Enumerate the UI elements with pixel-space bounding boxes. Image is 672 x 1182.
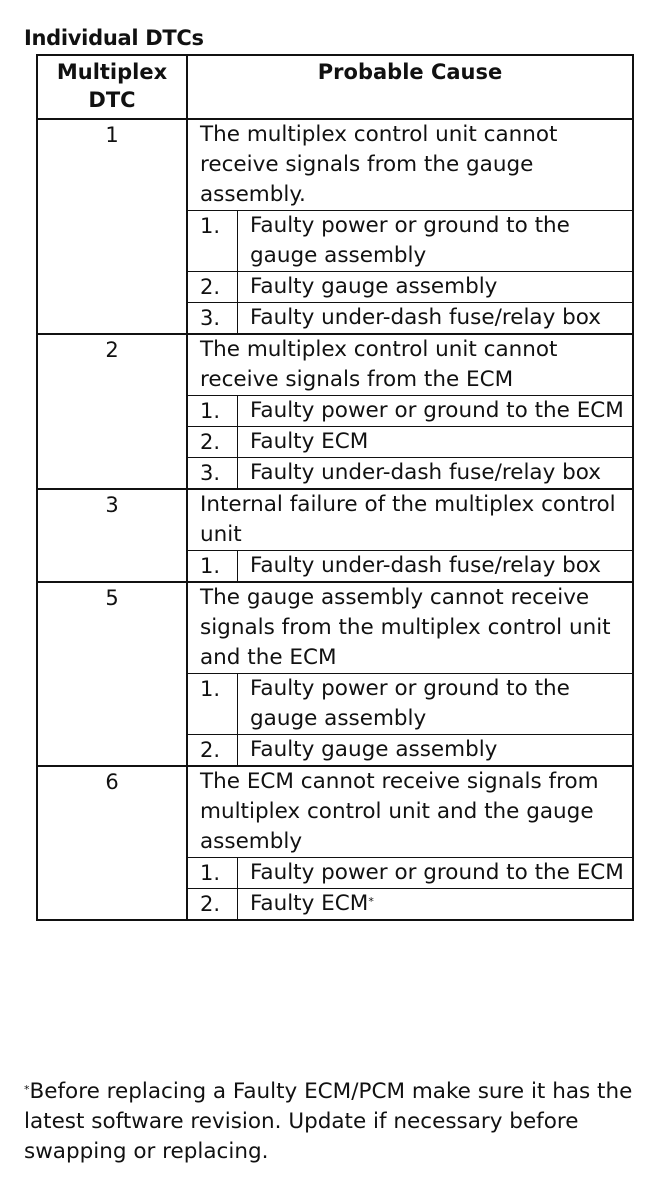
- cause-item: [188, 427, 632, 458]
- cause-item: [188, 551, 632, 581]
- cause-item-number: 3.: [188, 458, 238, 488]
- cause-item-label: Faulty ECM: [250, 891, 369, 916]
- table-body: [38, 120, 632, 919]
- cause-item-label: Faulty power or ground to the ECM: [250, 398, 624, 423]
- cause-item: [188, 735, 632, 765]
- cause-item-number: 1.: [188, 674, 238, 734]
- cause-item-label: Faulty under-dash fuse/relay box: [250, 305, 602, 330]
- cause-description: The gauge assembly cannot receive signals from the multiplex control unit and the ECM: [188, 583, 632, 674]
- cause-item: [188, 858, 632, 889]
- cause-item-text: [238, 458, 632, 488]
- dtc-code: 1: [38, 120, 188, 333]
- header-dtc: [38, 56, 188, 118]
- cause-item: [188, 458, 632, 488]
- footnote: [24, 1077, 644, 1167]
- cause-item-label: Faulty power or ground to the ECM: [250, 860, 624, 885]
- dtc-table: [36, 54, 634, 921]
- cause-item-label: Faulty gauge assembly: [250, 737, 498, 762]
- probable-cause-cell: [188, 120, 632, 333]
- cause-item-number: 1.: [188, 396, 238, 426]
- cause-item: [188, 211, 632, 272]
- table-row: [38, 335, 632, 490]
- cause-item-text: [238, 211, 632, 271]
- table-row: [38, 583, 632, 767]
- cause-item-text: [238, 858, 632, 888]
- footnote-text: Before replacing a Faulty ECM/PCM make sure it has the latest software revision. Update if necessary before swapping or replacing.: [24, 1079, 633, 1164]
- probable-cause-cell: [188, 335, 632, 488]
- cause-item-label: Faulty under-dash fuse/relay box: [250, 553, 602, 578]
- cause-item: [188, 272, 632, 303]
- dtc-code: 2: [38, 335, 188, 488]
- cause-item-label: Faulty ECM: [250, 429, 369, 454]
- dtc-code: 5: [38, 583, 188, 765]
- cause-item-text: [238, 674, 632, 734]
- header-probable-cause: Probable Cause: [317, 60, 503, 84]
- cause-item-label: Faulty power or ground to the gauge assembly: [250, 213, 570, 268]
- footnote-reference-mark: *: [368, 895, 374, 908]
- cause-item-label: Faulty under-dash fuse/relay box: [250, 460, 602, 485]
- cause-item: [188, 889, 632, 919]
- cause-item-number: 3.: [188, 303, 238, 333]
- footnote-mark: *: [24, 1083, 30, 1096]
- cause-description: The multiplex control unit cannot receive signals from the ECM: [188, 335, 632, 396]
- cause-item-number: 1.: [188, 858, 238, 888]
- table-row: [38, 120, 632, 335]
- header-dtc-line2: DTC: [88, 88, 136, 112]
- probable-cause-cell: [188, 767, 632, 919]
- cause-item-number: 2.: [188, 889, 238, 919]
- cause-item-label: Faulty gauge assembly: [250, 274, 498, 299]
- cause-item-number: 2.: [188, 427, 238, 457]
- cause-description: Internal failure of the multiplex control unit: [188, 490, 632, 551]
- section-heading: Individual DTCs: [24, 26, 204, 50]
- cause-item-text: [238, 396, 632, 426]
- cause-item-number: 1.: [188, 211, 238, 271]
- cause-item: [188, 674, 632, 735]
- cause-item-text: [238, 272, 632, 302]
- probable-cause-cell: [188, 490, 632, 581]
- cause-item: [188, 396, 632, 427]
- table-row: [38, 767, 632, 919]
- dtc-code: 3: [38, 490, 188, 581]
- cause-item-text: [238, 551, 632, 581]
- cause-item-text: [238, 889, 632, 919]
- cause-item-text: [238, 427, 632, 457]
- cause-item-number: 1.: [188, 551, 238, 581]
- cause-item-text: [238, 303, 632, 333]
- cause-item-number: 2.: [188, 735, 238, 765]
- table-header: [38, 56, 632, 120]
- cause-item-number: 2.: [188, 272, 238, 302]
- cause-item-label: Faulty power or ground to the gauge assembly: [250, 676, 570, 731]
- table-row: [38, 490, 632, 583]
- cause-description: The ECM cannot receive signals from multiplex control unit and the gauge assembly: [188, 767, 632, 858]
- cause-description: The multiplex control unit cannot receive signals from the gauge assembly.: [188, 120, 632, 211]
- cause-item-text: [238, 735, 632, 765]
- header-dtc-line1: Multiplex: [56, 60, 168, 84]
- cause-item: [188, 303, 632, 333]
- dtc-code: 6: [38, 767, 188, 919]
- probable-cause-cell: [188, 583, 632, 765]
